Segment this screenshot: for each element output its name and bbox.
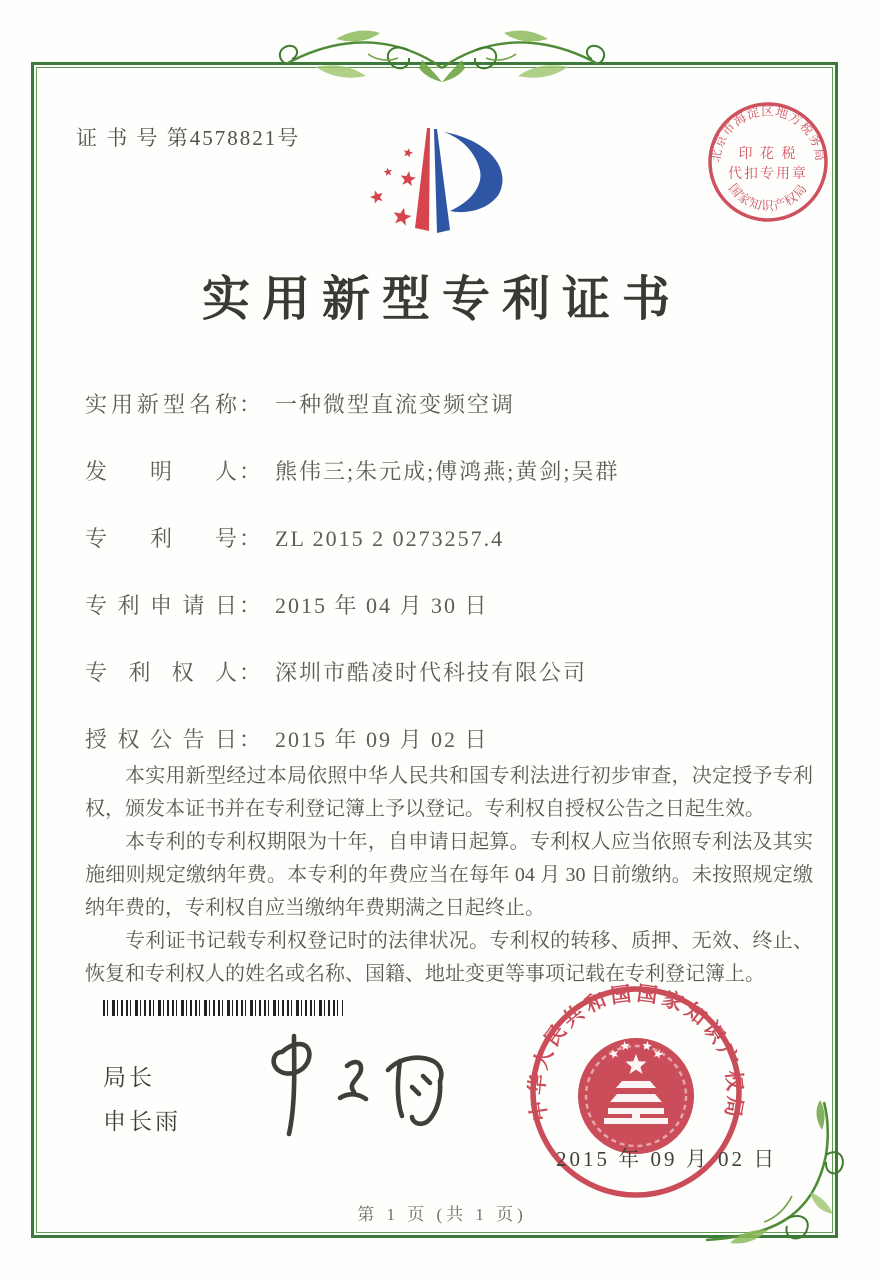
commissioner-name: 申长雨 [103, 1109, 181, 1134]
legal-paragraph: 本实用新型经过本局依照中华人民共和国专利法进行初步审查，决定授予专利权，颁发本证书并在专利登记簿上予以登记。专利权自授权公告之日起生效。 [85, 765, 813, 820]
national-emblem-icon [578, 1038, 694, 1154]
field-label: 专利权人 [85, 660, 237, 685]
field-label: 授权公告日 [85, 727, 237, 752]
field-value: 熊伟三;朱元成;傅鸿燕;黄剑;吴群 [275, 459, 620, 484]
tax-seal-center-line1: 印 花 税 [738, 147, 798, 162]
legal-paragraph: 本专利的专利权期限为十年，自申请日起算。专利权人应当依照专利法及其实施细则规定缴纳年费。本专利的年费应当在每年 04 月 30 日前缴纳。未按照规定缴纳年费的，专利权自应当缴纳年费期满之日起终止。 [85, 831, 813, 919]
field-utility-model-name: 实用新型名称： 一种微型直流变频空调 [85, 388, 515, 419]
certificate-barcode [103, 1000, 343, 1016]
seal-date: 2015 年 09 月 02 日 [556, 1147, 778, 1171]
tax-seal-arc-top-text: 北京市海淀区地方税务局 [708, 104, 828, 163]
field-label: 专利申请日 [85, 593, 237, 618]
commissioner-signature-icon [242, 1030, 457, 1142]
field-value: 2015 年 09 月 02 日 [275, 727, 489, 752]
svg-text:国家知识产权局 [726, 181, 810, 213]
certificate-number: 证 书 号 第4578821号 [76, 126, 301, 150]
tax-seal-arc-bottom-text: 国家知识产权局 [725, 181, 811, 214]
sipo-seal-arc-text: 中华人民共和国国家知识产权局 [526, 983, 746, 1123]
field-inventors: 发明人： 熊伟三;朱元成;傅鸿燕;黄剑;吴群 [85, 455, 619, 486]
legal-text-block [85, 760, 813, 991]
field-patent-number: 专利号： ZL 2015 2 0273257.4 [85, 522, 504, 553]
legal-paragraph: 专利证书记载专利权登记时的法律状况。专利权的转移、质押、无效、终止、恢复和专利权人的姓名或名称、国籍、地址变更等事项记载在专利登记簿上。 [85, 930, 813, 985]
field-label: 专利号 [85, 526, 237, 551]
top-border-ornament-icon [276, 24, 608, 108]
field-value: 一种微型直流变频空调 [275, 392, 516, 417]
page-number: 第 1 页 (共 1 页) [357, 1205, 527, 1224]
field-value: 2015 年 04 月 30 日 [275, 593, 489, 618]
field-filing-date: 专利申请日： 2015 年 04 月 30 日 [85, 589, 489, 620]
tax-seal-center-line2: 代扣专用章 [728, 167, 808, 182]
field-grant-date: 授权公告日： 2015 年 09 月 02 日 [85, 723, 489, 754]
sipo-official-seal [514, 970, 758, 1214]
field-label: 发明人 [85, 459, 237, 484]
certificate-title: 实用新型专利证书 [201, 273, 682, 326]
field-label: 实用新型名称 [85, 392, 237, 417]
sipo-patent-logo-icon [338, 116, 562, 260]
field-patentee: 专利权人： 深圳市酷凌时代科技有限公司 [85, 656, 587, 687]
tax-office-seal [690, 84, 846, 240]
commissioner-title: 局长 [103, 1065, 155, 1090]
field-value: ZL 2015 2 0273257.4 [275, 526, 505, 551]
field-value: 深圳市酷凌时代科技有限公司 [275, 660, 588, 685]
commissioner-block [103, 1056, 181, 1144]
